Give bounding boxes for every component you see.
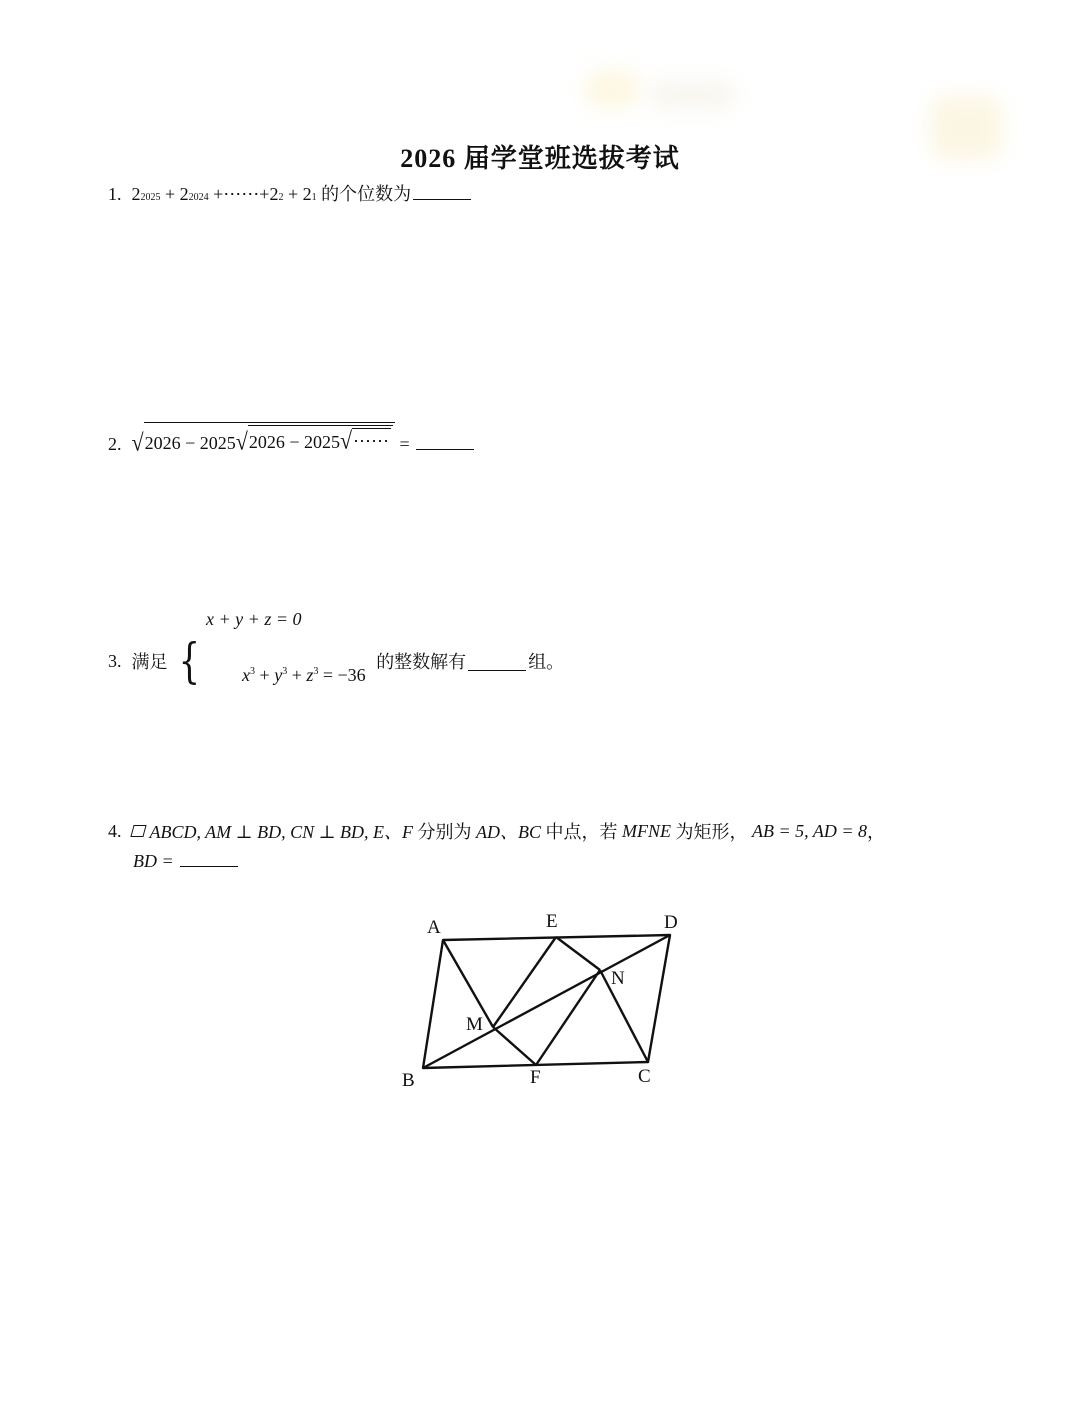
exam-title: 2026 届学堂班选拔考试 xyxy=(400,144,680,173)
question-text: ， xyxy=(866,822,885,842)
question-4 xyxy=(108,818,885,844)
ellipsis: ⋯⋯ xyxy=(353,431,390,451)
operator: + xyxy=(283,184,303,204)
variable: y xyxy=(274,665,283,685)
question-text: 的个位数为 xyxy=(316,184,412,204)
number: 2026 xyxy=(248,432,285,452)
scan-glare xyxy=(585,70,640,108)
term-base: 2 xyxy=(302,184,312,204)
question-number: 3. xyxy=(108,650,122,671)
question-text: 分别为 xyxy=(413,822,477,842)
question-number: 1. xyxy=(108,184,122,204)
ellipsis-operator: +⋯⋯+ xyxy=(208,184,270,204)
operator: = xyxy=(395,434,415,454)
term-base: 2 xyxy=(131,184,141,204)
equation-2 xyxy=(206,633,366,717)
question-text: 组。 xyxy=(528,652,565,672)
label-n: N xyxy=(611,968,625,989)
label-d: D xyxy=(664,912,678,933)
question-1: 1. 2 2025 + 2 2024 +⋯⋯+ 2 2 + 2 1 的个位数为 xyxy=(108,180,473,206)
label-a: A xyxy=(427,917,441,938)
label-f: F xyxy=(530,1067,541,1088)
equation-1: x + y + z = 0 xyxy=(206,609,302,629)
question-text: AB = 5, AD = 8 xyxy=(752,820,867,841)
segment-fn xyxy=(536,970,600,1065)
exponent: 3 xyxy=(282,666,288,677)
variable: x xyxy=(242,665,251,685)
question-text: MFNE xyxy=(622,820,672,841)
answer-blank[interactable] xyxy=(413,181,471,200)
answer-blank[interactable] xyxy=(180,848,238,867)
operator: − xyxy=(180,433,200,453)
operator: + xyxy=(287,665,307,685)
nested-radical-innermost xyxy=(339,426,391,455)
question-text: 满足 xyxy=(131,652,168,672)
question-text: 为矩形， xyxy=(671,822,753,842)
number: 2025 xyxy=(303,432,340,452)
radical-body xyxy=(352,428,391,452)
radical-sign: √ xyxy=(131,428,144,457)
question-text: BD = xyxy=(133,851,179,871)
label-b: B xyxy=(402,1070,415,1091)
question-text: 中点，若 xyxy=(541,822,623,842)
term-base: 2 xyxy=(269,184,279,204)
left-brace: { xyxy=(178,633,200,689)
nested-radical-inner xyxy=(235,425,393,456)
question-text: ABCD, AM ⊥ BD, CN ⊥ BD, E、F xyxy=(149,822,414,842)
exponent: 3 xyxy=(313,666,319,677)
equation-list xyxy=(206,605,366,717)
answer-blank[interactable] xyxy=(416,431,474,450)
operator: + xyxy=(255,665,275,685)
question-4-line-2 xyxy=(133,848,240,872)
operator: + xyxy=(160,184,180,204)
parallelogram-symbol xyxy=(130,825,146,837)
radical-sign: √ xyxy=(339,426,353,455)
equation-system xyxy=(174,605,366,717)
term-base: 2 xyxy=(179,184,189,204)
variable: z xyxy=(306,665,314,685)
label-m: M xyxy=(466,1014,483,1035)
number: 2026 xyxy=(144,433,181,453)
segment-ne xyxy=(556,937,600,970)
answer-blank[interactable] xyxy=(468,652,526,671)
parallelogram-figure xyxy=(390,900,710,1100)
question-number: 2. xyxy=(108,434,122,454)
question-3 xyxy=(108,605,564,717)
question-text: AD、BC xyxy=(476,822,542,842)
question-text: 的整数解有 xyxy=(371,652,467,672)
label-c: C xyxy=(638,1066,651,1087)
scan-glare xyxy=(650,82,735,108)
equation-rhs: = −36 xyxy=(318,665,366,685)
nested-radical xyxy=(131,422,396,457)
question-number: 4. xyxy=(108,820,122,841)
question-2 xyxy=(108,422,476,455)
exponent: 3 xyxy=(250,666,256,677)
radical-body xyxy=(144,422,395,454)
radical-body xyxy=(248,425,393,453)
radical-sign: √ xyxy=(235,427,248,456)
number: 2025 xyxy=(199,433,236,453)
segment-mf xyxy=(493,1027,536,1065)
label-e: E xyxy=(546,911,558,932)
operator: − xyxy=(284,432,304,452)
